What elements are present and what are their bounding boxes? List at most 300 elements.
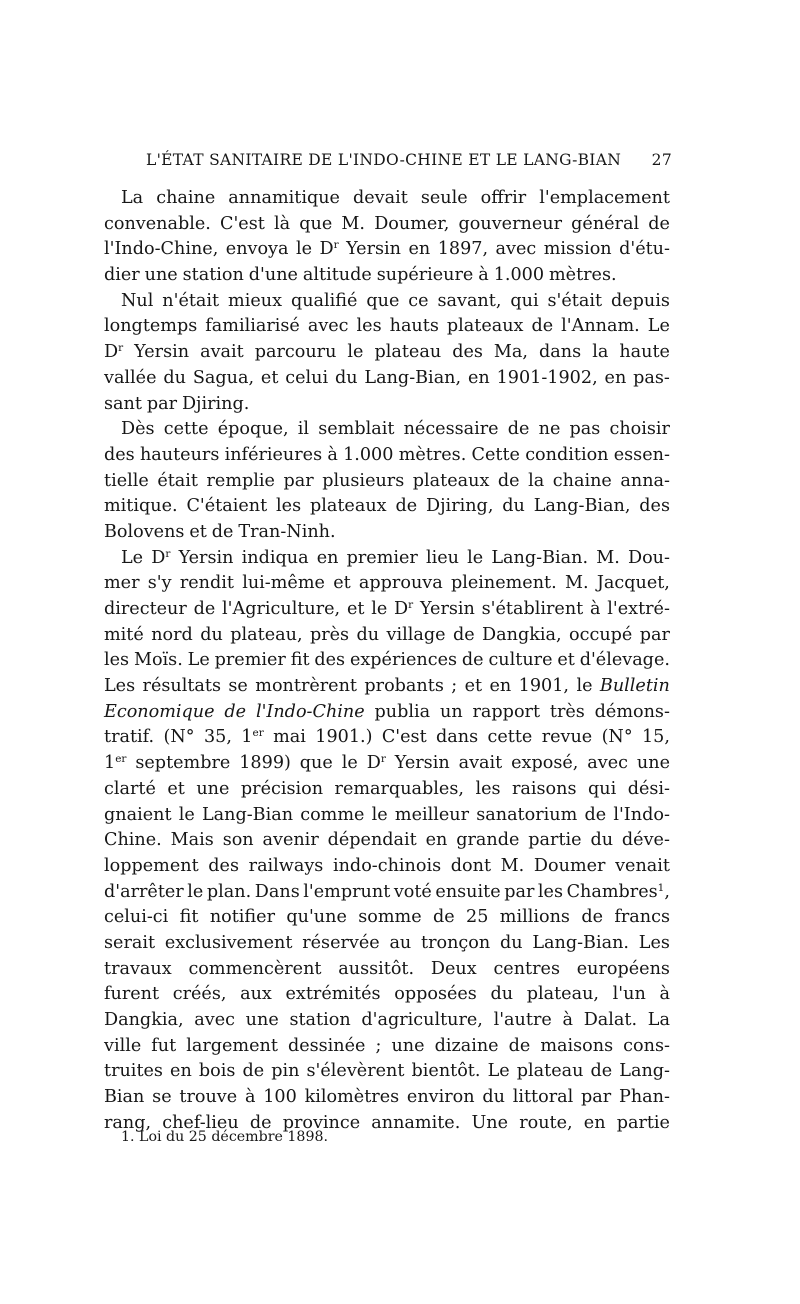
word: du: [334, 367, 358, 388]
word: extrémités: [285, 984, 381, 1005]
word: nord: [151, 624, 193, 645]
word: le: [347, 342, 364, 363]
word: les: [104, 650, 130, 671]
word: Bolovens: [104, 521, 185, 542]
word: aux: [240, 984, 272, 1005]
word: essen-: [613, 444, 670, 465]
text-line: [104, 366, 670, 392]
word: était: [157, 470, 198, 491]
word: partie: [528, 830, 582, 851]
word: l'extré-: [607, 599, 670, 619]
word: 1897,: [437, 239, 489, 260]
word: expériences: [349, 650, 458, 671]
word: familiarisé: [205, 316, 300, 337]
word: le: [371, 599, 388, 619]
word: avait: [458, 753, 503, 774]
word: sant: [104, 393, 142, 414]
word: plan.: [206, 881, 252, 902]
word: bois: [198, 1061, 236, 1082]
word: dizaine: [434, 1035, 499, 1056]
word: Bulletin: [599, 676, 670, 697]
word: maisons: [540, 1035, 614, 1056]
word: à: [478, 265, 489, 286]
word: remplie: [206, 470, 275, 491]
word: premier: [346, 547, 418, 568]
word: dier: [104, 265, 140, 286]
word: du: [590, 830, 614, 851]
word: le: [187, 881, 204, 902]
word: 35,: [203, 727, 232, 748]
word: 1901,: [518, 676, 570, 697]
word: de: [590, 1061, 613, 1082]
word: de: [508, 1035, 531, 1056]
word: M.: [500, 855, 525, 876]
word: plateaux: [412, 470, 490, 491]
word: Cette: [471, 444, 520, 465]
word: 1.000: [493, 265, 545, 286]
word: en: [170, 1061, 192, 1082]
running-header: [146, 151, 676, 169]
word: lieu: [426, 547, 459, 568]
word: dési-: [627, 778, 670, 799]
word: les: [475, 778, 501, 799]
word: $D^r$: [151, 547, 171, 568]
word: Lang-Bian: [201, 804, 294, 825]
text-line: [104, 803, 670, 829]
word: de: [497, 470, 520, 491]
word: condition: [525, 444, 609, 465]
word: Yersin: [394, 753, 450, 774]
word: $D^r$: [366, 753, 386, 774]
word: il: [297, 419, 310, 440]
word: du: [163, 367, 186, 388]
word: La: [647, 1010, 670, 1030]
word: hauteurs: [139, 444, 220, 465]
word: province: [282, 1112, 361, 1133]
word: (N°: [163, 727, 195, 748]
word: avec: [495, 239, 537, 260]
word: Chambres$^1$,: [566, 881, 670, 902]
word: l'Indo-: [613, 804, 670, 825]
word: inférieures: [224, 444, 323, 465]
word: Tran-Ninh.: [238, 521, 336, 542]
word: Nul: [121, 290, 154, 311]
word: Une: [471, 1112, 509, 1133]
text-line: [104, 494, 670, 520]
word: pas-: [633, 367, 670, 388]
word: 1901-1902,: [496, 367, 598, 388]
word: Dans: [254, 881, 300, 902]
word: largement: [186, 1035, 278, 1056]
word: avait: [200, 342, 244, 363]
word: Le: [647, 316, 670, 337]
word: indo-chinois: [332, 855, 442, 876]
word: fut: [151, 1035, 177, 1056]
word: des: [314, 650, 346, 671]
word: devait: [352, 188, 408, 208]
word: plateau,: [230, 624, 303, 645]
text-line: [104, 597, 670, 623]
word: chaine: [156, 188, 216, 208]
word: Djiring.: [181, 393, 250, 414]
word: 1er: [104, 753, 127, 774]
word: l'emprunt: [303, 881, 391, 902]
word: C'est: [220, 213, 265, 234]
word: $D^r$: [319, 239, 339, 260]
word: Yersin: [178, 547, 234, 568]
word: millions: [499, 907, 570, 928]
word: M.: [341, 213, 366, 234]
word: de: [224, 701, 247, 722]
word: plusieurs: [322, 470, 405, 491]
text-line: [104, 982, 670, 1008]
word: du: [200, 624, 223, 645]
word: rendit: [179, 573, 234, 594]
word: Doumer: [533, 855, 606, 876]
word: en: [583, 1112, 606, 1133]
text-line: [104, 571, 670, 597]
word: créés,: [172, 984, 227, 1005]
word: depuis: [610, 290, 670, 311]
word: Deux: [430, 958, 477, 979]
word: époque,: [217, 419, 289, 440]
word: Lang-Bian,: [533, 496, 631, 517]
word: ;: [451, 676, 458, 697]
word: Lang-Bian.: [491, 547, 589, 568]
word: savant,: [437, 290, 502, 311]
word: le: [341, 753, 358, 774]
word: et: [346, 599, 365, 619]
word: chef-lieu: [162, 1112, 239, 1133]
word: Mais: [170, 830, 214, 851]
word: parcouru: [254, 342, 337, 363]
word: d'étu-: [619, 239, 670, 260]
word: Yersin: [134, 342, 190, 363]
word: Moïs.: [133, 650, 183, 671]
word: pin: [271, 1061, 300, 1082]
word: de: [211, 521, 234, 542]
word: qui: [510, 290, 539, 311]
text-line: [104, 237, 670, 263]
word: $D^r$: [104, 342, 124, 363]
word: Le: [487, 1061, 510, 1082]
word: station: [182, 265, 244, 286]
text-line: [104, 957, 670, 983]
word: mité: [104, 624, 144, 645]
word: mètres.: [398, 444, 467, 465]
word: les: [537, 881, 563, 902]
word: serait: [104, 932, 156, 953]
word: les: [356, 316, 382, 337]
word: s'élevèrent: [306, 1061, 405, 1082]
word: du: [499, 932, 523, 953]
word: un: [439, 701, 463, 722]
text-line: [104, 443, 670, 469]
word: du: [490, 984, 514, 1005]
word: (N°: [601, 727, 633, 748]
word: mètres.: [548, 265, 617, 286]
word: revue: [541, 727, 593, 748]
word: railways: [248, 855, 324, 876]
word: résultats: [142, 676, 221, 697]
word: celui-ci: [104, 907, 169, 928]
word: C'est: [381, 727, 427, 748]
word: à: [562, 1010, 573, 1030]
word: près: [309, 624, 350, 645]
word: démons-: [594, 701, 670, 722]
word: par: [504, 881, 535, 902]
word: le: [371, 804, 388, 825]
word: fit: [290, 650, 310, 671]
word: annamite.: [371, 1112, 461, 1133]
word: que: [299, 213, 333, 234]
word: cons-: [623, 1035, 670, 1056]
word: exposé,: [511, 753, 579, 774]
word: mission: [543, 239, 612, 260]
word: envoya: [225, 239, 289, 260]
word: se: [228, 676, 248, 697]
word: M.: [596, 547, 620, 568]
word: l'un: [612, 984, 646, 1005]
word: avec: [587, 753, 628, 774]
word: Dangkia,: [482, 624, 562, 645]
word: altitude: [302, 265, 372, 286]
word: l'Agriculture,: [222, 599, 341, 619]
word: hauts: [389, 316, 439, 337]
word: s'y: [147, 573, 172, 594]
text-line: [104, 674, 670, 700]
word: une: [196, 778, 230, 799]
word: sanatorium: [476, 804, 578, 825]
word: d'élevage.: [579, 650, 670, 671]
word: indiqua: [241, 547, 309, 568]
word: mitique.: [104, 496, 178, 517]
word: loppement: [104, 855, 199, 876]
text-line: [104, 340, 670, 366]
word: n'était: [162, 290, 220, 311]
word: ;: [375, 1035, 382, 1056]
word: publia: [374, 701, 431, 722]
word: du: [356, 624, 380, 645]
word: dépendait: [327, 830, 417, 851]
text-line: [104, 1008, 670, 1034]
word: haute: [619, 342, 670, 363]
word: une: [245, 1010, 279, 1030]
word: de: [249, 1112, 272, 1133]
word: plateau: [374, 342, 442, 363]
word: francs: [614, 907, 670, 928]
word: clarté: [104, 778, 156, 799]
word: Lang-Bian.: [532, 932, 630, 953]
text-line: [104, 905, 670, 931]
word: très: [549, 701, 585, 722]
body-text: [104, 186, 670, 1136]
word: longtemps: [104, 316, 198, 337]
word: Bian: [104, 1087, 145, 1108]
text-line: [104, 1085, 670, 1111]
word: rapport: [472, 701, 541, 722]
word: en: [316, 547, 339, 568]
word: notifier: [209, 907, 275, 928]
word: aussitôt.: [338, 958, 415, 979]
word: premier: [214, 650, 286, 671]
word: s'était: [547, 290, 603, 311]
word: supérieure: [376, 265, 474, 286]
word: d'arrêter: [104, 881, 184, 902]
word: station: [289, 1010, 351, 1030]
word: et: [557, 650, 575, 671]
word: anna-: [620, 470, 670, 491]
word: général: [571, 213, 640, 234]
word: directeur: [104, 599, 187, 619]
footnote: 1. Loi du 25 décembre 1898.: [121, 1129, 329, 1145]
word: les: [276, 496, 302, 517]
word: et: [260, 367, 279, 388]
word: avec: [307, 316, 349, 337]
word: à: [590, 599, 601, 619]
word: mai: [273, 727, 306, 748]
text-line: [104, 1059, 670, 1085]
word: centres: [493, 958, 560, 979]
word: pas: [569, 419, 601, 440]
word: de: [584, 804, 607, 825]
word: Dès: [121, 419, 155, 440]
word: exclusivement: [164, 932, 293, 953]
text-line: [104, 931, 670, 957]
word: tronçon: [421, 932, 491, 953]
word: l'autre: [493, 1010, 552, 1030]
word: le: [576, 676, 593, 697]
word: Les: [638, 932, 670, 953]
word: des: [208, 855, 240, 876]
word: le: [178, 804, 195, 825]
word: montrèrent: [255, 676, 357, 697]
word: dont: [450, 855, 492, 876]
word: plateau: [516, 1061, 584, 1082]
word: que: [366, 290, 400, 311]
word: mer: [104, 573, 140, 594]
word: culture: [488, 650, 553, 671]
word: ville: [104, 1035, 142, 1056]
word: que: [299, 753, 333, 774]
word: une: [391, 1035, 425, 1056]
word: ensuite: [435, 881, 501, 902]
word: somme: [358, 907, 422, 928]
word: une: [144, 265, 178, 286]
text-line: [104, 751, 670, 777]
word: village: [386, 624, 446, 645]
word: septembre: [135, 753, 231, 774]
word: en: [467, 367, 490, 388]
word: mieux: [228, 290, 283, 311]
word: qualifié: [290, 290, 358, 311]
text-line: [104, 725, 670, 751]
text-line: [104, 854, 670, 880]
word: seule: [420, 188, 468, 208]
word: de: [193, 599, 216, 619]
word: en: [604, 367, 627, 388]
text-line: [104, 828, 670, 854]
word: de: [452, 624, 475, 645]
running-title: L'ÉTAT SANITAIRE DE L'INDO-CHINE ET LE LANG-BIAN: [146, 151, 622, 169]
word: $D^r$: [394, 599, 414, 619]
word: et: [464, 676, 483, 697]
word: des: [104, 444, 135, 465]
word: Lang-: [619, 1061, 670, 1082]
word: celui: [285, 367, 329, 388]
word: C'étaient: [186, 496, 268, 517]
word: l'emplacement: [539, 188, 670, 208]
word: déve-: [621, 830, 670, 851]
word: s'établirent: [481, 599, 584, 619]
word: opposées: [394, 984, 477, 1005]
text-line: [104, 417, 670, 443]
word: au: [389, 932, 412, 953]
word: de: [461, 650, 484, 671]
text-line: [104, 212, 670, 238]
word: et: [167, 778, 185, 799]
word: ne: [538, 419, 561, 440]
word: fit: [179, 907, 199, 928]
word: son: [222, 830, 254, 851]
text-line: [104, 1034, 670, 1060]
word: par: [581, 1087, 612, 1108]
word: Dalat.: [583, 1010, 638, 1030]
word: la: [592, 342, 609, 363]
word: par: [146, 393, 178, 414]
word: chaine: [552, 470, 612, 491]
text-line: [104, 880, 670, 906]
word: à: [659, 984, 670, 1005]
word: raisons: [512, 778, 577, 799]
word: kilomètres: [304, 1087, 400, 1108]
text-line: [104, 777, 670, 803]
word: Le: [121, 547, 144, 568]
word: à: [327, 444, 338, 465]
word: pleinement.: [450, 573, 557, 594]
word: grande: [456, 830, 520, 851]
word: des: [452, 342, 483, 363]
word: 1899): [239, 753, 291, 774]
text-line: [104, 648, 670, 674]
word: route,: [519, 1112, 573, 1133]
word: dans: [436, 727, 479, 748]
word: occupé: [569, 624, 633, 645]
word: qui: [588, 778, 617, 799]
word: commencèrent: [188, 958, 322, 979]
word: réservée: [302, 932, 380, 953]
word: rang,: [104, 1112, 152, 1133]
word: du: [482, 1087, 505, 1108]
word: de: [242, 1061, 265, 1082]
word: plateaux: [309, 496, 387, 517]
word: le: [467, 547, 484, 568]
word: 1er: [241, 727, 264, 748]
word: le: [295, 239, 313, 260]
word: à: [244, 1087, 256, 1108]
text-line: [104, 520, 670, 546]
word: Les: [104, 676, 136, 697]
word: européens: [576, 958, 670, 979]
word: littoral: [512, 1087, 574, 1108]
word: d'une: [248, 265, 298, 286]
word: partie: [616, 1112, 670, 1133]
word: Djiring,: [426, 496, 494, 517]
word: Economique: [104, 701, 215, 722]
word: par: [283, 470, 314, 491]
word: l'Indo-Chine,: [104, 239, 219, 260]
word: bientôt.: [411, 1061, 481, 1082]
